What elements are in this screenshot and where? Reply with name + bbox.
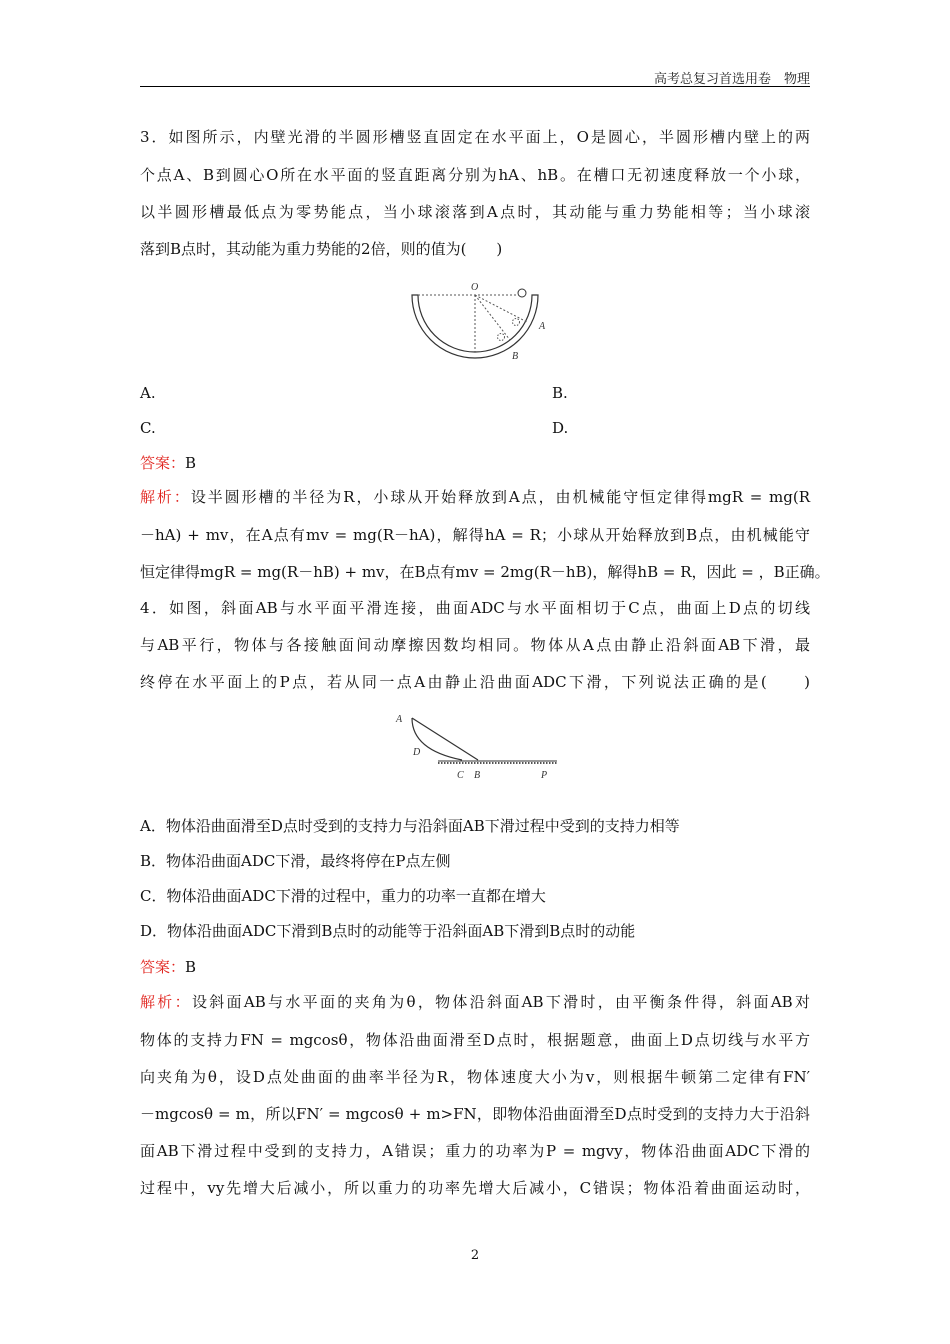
header-rule (140, 86, 810, 87)
label-B: B (474, 770, 481, 781)
q3-analysis-line (140, 487, 810, 507)
answer-value: B (185, 958, 197, 976)
q3-options-row (140, 383, 810, 403)
q4-analysis-line: 面AB下滑过程中受到的支持力，A错误；重力的功率为P = mgvy，物体沿曲面ADC下滑的 (140, 1142, 810, 1160)
q4-incline-figure (390, 708, 565, 788)
q3-line: 以半圆形槽最低点为零势能点，当小球滚落到A点时，其动能与重力势能相等；当小球滚 (140, 203, 810, 221)
option-c[interactable]: C．物体沿曲面ADC下滑的过程中，重力的功率一直都在增大 (140, 887, 546, 905)
label-O: O (471, 282, 479, 293)
q3-line: 个点A、B到圆心O所在水平面的竖直距离分别为hA、hB。在槽口无初速度释放一个小球， (140, 166, 810, 184)
analysis-label: 解析： (140, 993, 192, 1011)
q3-analysis-line: －hA) + mv，在A点有mv = mg(R－hA)，解得hA = R；小球从开始释放到B点，由机械能守 (140, 526, 810, 544)
q3-answer (140, 453, 810, 473)
label-P: P (541, 770, 548, 781)
label-C: C (457, 770, 464, 781)
q4-analysis-line: 过程中，vy先增大后减小，所以重力的功率先增大后减小，C错误；物体沿着曲面运动时， (140, 1179, 810, 1197)
option-d[interactable]: D．物体沿曲面ADC下滑到B点时的动能等于沿斜面AB下滑到B点时的动能 (140, 922, 636, 940)
option-b[interactable]: B. (552, 384, 568, 402)
label-A: A (396, 714, 403, 725)
q4-line: 与AB平行，物体与各接触面间动摩擦因数均相同。物体从A点由静止沿斜面AB下滑，最 (140, 636, 810, 654)
option-a[interactable]: A. (140, 384, 156, 402)
q4-line: 4．如图，斜面AB与水平面平滑连接，曲面ADC与水平面相切于C点，曲面上D点的切线 (140, 599, 810, 617)
q4-analysis-line (140, 992, 810, 1012)
q4-answer (140, 957, 810, 977)
option-b[interactable]: B．物体沿曲面ADC下滑，最终将停在P点左侧 (140, 852, 451, 870)
q4-analysis-line: 向夹角为θ，设D点处曲面的曲率半径为R，物体速度大小为v，则根据牛顿第二定律有FN′ (140, 1068, 810, 1086)
analysis-label: 解析： (140, 488, 191, 506)
option-c[interactable]: C. (140, 419, 156, 437)
running-header: 高考总复习首选用卷 物理 (653, 72, 810, 87)
q3-options-row (140, 418, 810, 438)
q3-line: 落到B点时，其动能为重力势能的2倍，则的值为( ) (140, 240, 503, 258)
option-d[interactable]: D. (552, 419, 569, 437)
label-B: B (512, 351, 519, 362)
option-a[interactable]: A．物体沿曲面滑至D点时受到的支持力与沿斜面AB下滑过程中受到的支持力相等 (140, 817, 680, 835)
analysis-text: 设斜面AB与水平面的夹角为θ，物体沿斜面AB下滑时，由平衡条件得，斜面AB对 (191, 993, 810, 1011)
q4-analysis-line: 物体的支持力FN = mgcosθ，物体沿曲面滑至D点时，根据题意，曲面上D点切线与水平方 (140, 1031, 810, 1049)
q3-line: 3．如图所示，内壁光滑的半圆形槽竖直固定在水平面上，O是圆心，半圆形槽内壁上的两 (140, 128, 810, 146)
answer-label: 答案： (140, 958, 186, 976)
q3-semicircle-figure (400, 278, 550, 368)
answer-label: 答案： (140, 454, 186, 472)
q4-line: 终停在水平面上的P点，若从同一点A由静止沿曲面ADC下滑，下列说法正确的是( ) (140, 673, 810, 691)
page-number: 2 (470, 1248, 480, 1263)
label-A: A (539, 321, 546, 332)
analysis-text: 设半圆形槽的半径为R，小球从开始释放到A点，由机械能守恒定律得mgR = mg(R (190, 488, 810, 506)
label-D: D (413, 747, 421, 758)
answer-value: B (185, 454, 197, 472)
q4-analysis-line: －mgcosθ = m，所以FN′ = mgcosθ + m>FN，即物体沿曲面滑至D点时受到的支持力大于沿斜 (140, 1105, 810, 1123)
q3-analysis-line: 恒定律得mgR = mg(R－hB) + mv，在B点有mv = 2mg(R－hB)，解得hB = R，因此 = ，B正确。 (140, 563, 830, 581)
